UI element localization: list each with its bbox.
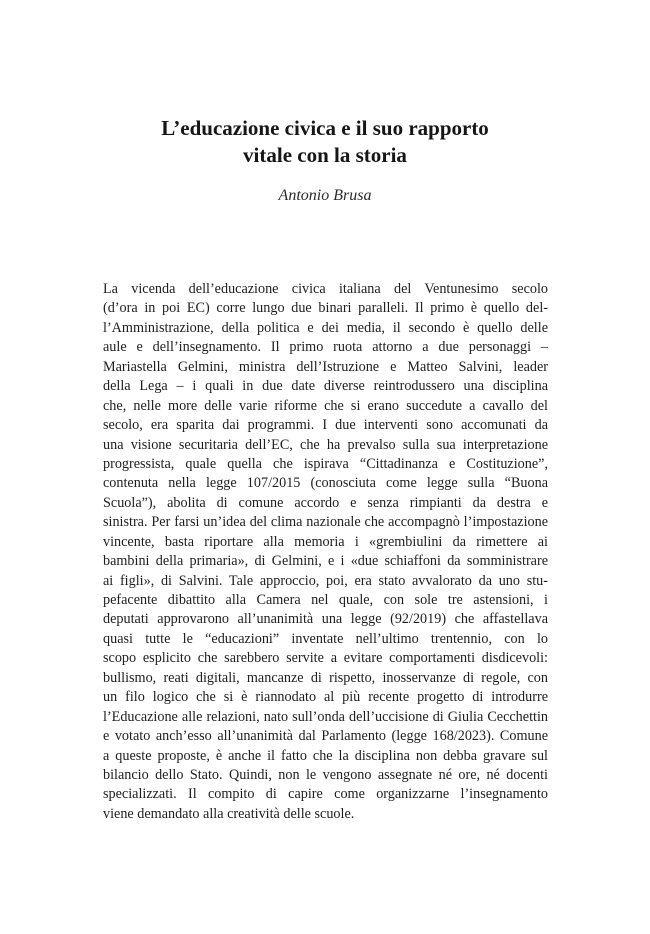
body-line: Mariastella Gelmini, ministra dell’Istruzione e Matteo Salvini, leader xyxy=(103,358,548,375)
body-line: una visione securitaria dell’EC, che ha prevalso sulla sua interpretazione xyxy=(103,436,548,453)
body-line: bambini della primaria», di Gelmini, e i «due schiaffoni da somministrare xyxy=(103,553,548,570)
body-line: sinistra. Per farsi un’idea del clima nazionale che accompagnò l’impostazione xyxy=(103,514,548,531)
body-line: contenuta nella legge 107/2015 (conosciuta come legge sulla “Buona xyxy=(103,475,548,492)
article-author: Antonio Brusa xyxy=(278,187,372,204)
body-line: che, nelle more delle varie riforme che si erano succedute a cavallo del xyxy=(103,397,548,414)
body-line: l’Educazione alle relazioni, nato sull’onda dell’uccisione di Giulia Cecchettin xyxy=(103,708,548,725)
body-line: ai figli», di Salvini. Tale approccio, poi, era stato avvalorato da uno stu- xyxy=(103,572,548,589)
body-line: progressista, quale quella che ispirava “Cittadinanza e Costituzione”, xyxy=(103,455,548,472)
body-line: della Lega – i quali in due date diverse reintrodussero una disciplina xyxy=(103,378,548,395)
body-line: aule e dell’insegnamento. Il primo ruota attorno a due personaggi – xyxy=(103,339,548,356)
body-line: specializzati. Il compito di capire come organizzarne l’insegnamento xyxy=(103,786,548,803)
article-body xyxy=(103,280,548,824)
body-line: bullismo, reati digitali, mancanze di rispetto, inosservanze di regole, con xyxy=(103,669,548,686)
body-line: scopo esplicito che sarebbero servite a evitare comportamenti disdicevoli: xyxy=(103,650,548,667)
article-title-line-1: L’educazione civica e il suo rapporto xyxy=(161,116,489,140)
body-line: bilancio dello Stato. Quindi, non le vengono assegnate né ore, né docenti xyxy=(103,766,548,783)
body-line: pefacente dibattito alla Camera nel quale, con sole tre astensioni, i xyxy=(103,592,548,608)
body-line: e votato anch’esso all’unanimità dal Parlamento (legge 168/2023). Comune xyxy=(103,728,548,745)
article-title-line-2: vitale con la storia xyxy=(243,143,407,167)
body-line: quasi tutte le “educazioni” inventate nell’ultimo trentennio, con lo xyxy=(103,630,548,647)
body-line: deputati approvarono all’unanimità una legge (92/2019) che affastellava xyxy=(103,611,548,628)
article-title xyxy=(0,115,650,169)
body-line: (d’ora in poi EC) corre lungo due binari paralleli. Il primo è quello del- xyxy=(103,300,548,317)
body-line: secolo, era sparita dai programmi. I due interventi sono accomunati da xyxy=(103,417,548,434)
body-line: viene demandato alla creatività delle scuole. xyxy=(103,805,355,822)
body-line: La vicenda dell’educazione civica italiana del Ventunesimo secolo xyxy=(103,281,548,297)
body-line: a queste proposte, è anche il fatto che la disciplina non debba gravare sul xyxy=(103,747,548,764)
body-line: Scuola”), abolita di comune accordo e senza rimpianti da destra e xyxy=(103,494,548,511)
body-line: vincente, basta riportare alla memoria i «grembiulini da rimettere ai xyxy=(103,533,548,550)
body-line: un filo logico che si è riannodato al più recente progetto di introdurre xyxy=(103,689,548,706)
body-line: l’Amministrazione, della politica e dei media, il secondo è quello delle xyxy=(103,319,548,336)
